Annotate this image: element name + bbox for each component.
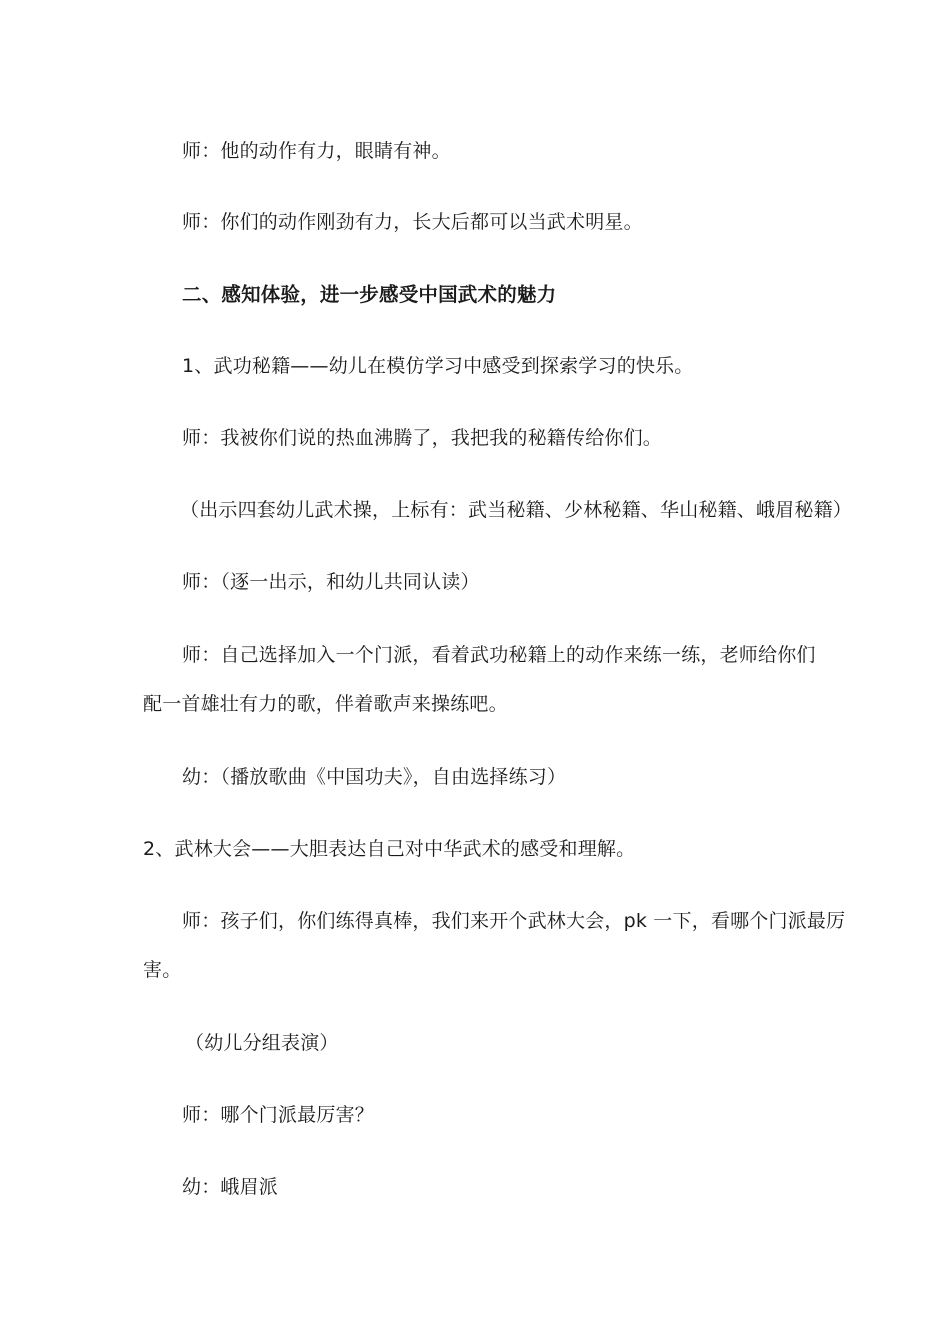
paragraph-teacher-remark-6: 师：孩子们，你们练得真棒，我们来开个武林大会，pk 一下，看哪个门派最厉: [182, 910, 846, 932]
paragraph-child-response-1: 幼：（播放歌曲《中国功夫》，自由选择练习）: [182, 766, 567, 788]
paragraph-teacher-remark-2: 师：你们的动作刚劲有力，长大后都可以当武术明星。: [182, 211, 643, 233]
paragraph-stage-direction-1: （出示四套幼儿武术操，上标有：武当秘籍、少林秘籍、华山秘籍、峨眉秘籍）: [180, 499, 853, 521]
paragraph-stage-direction-2: （幼儿分组表演）: [185, 1032, 339, 1054]
paragraph-teacher-remark-1: 师：他的动作有力，眼睛有神。: [182, 140, 451, 162]
paragraph-teacher-remark-4: 师：（逐一出示，和幼儿共同认读）: [182, 571, 480, 593]
paragraph-teacher-remark-5-continued: 配一首雄壮有力的歌，伴着歌声来操练吧。: [143, 693, 508, 715]
paragraph-teacher-question: 师：哪个门派最厉害？: [182, 1104, 375, 1126]
section-heading: 二、感知体验，进一步感受中国武术的魅力: [182, 283, 557, 306]
subsection-heading-2: 2、武林大会——大胆表达自己对中华武术的感受和理解。: [143, 838, 636, 860]
paragraph-teacher-remark-5: 师：自己选择加入一个门派，看着武功秘籍上的动作来练一练，老师给你们: [182, 644, 816, 666]
paragraph-teacher-remark-3: 师：我被你们说的热血沸腾了，我把我的秘籍传给你们。: [182, 427, 663, 449]
paragraph-child-response-2: 幼：峨眉派: [182, 1176, 279, 1198]
paragraph-teacher-remark-6-continued: 害。: [143, 959, 182, 981]
subsection-heading-1: 1、武功秘籍——幼儿在模仿学习中感受到探索学习的快乐。: [182, 355, 694, 377]
